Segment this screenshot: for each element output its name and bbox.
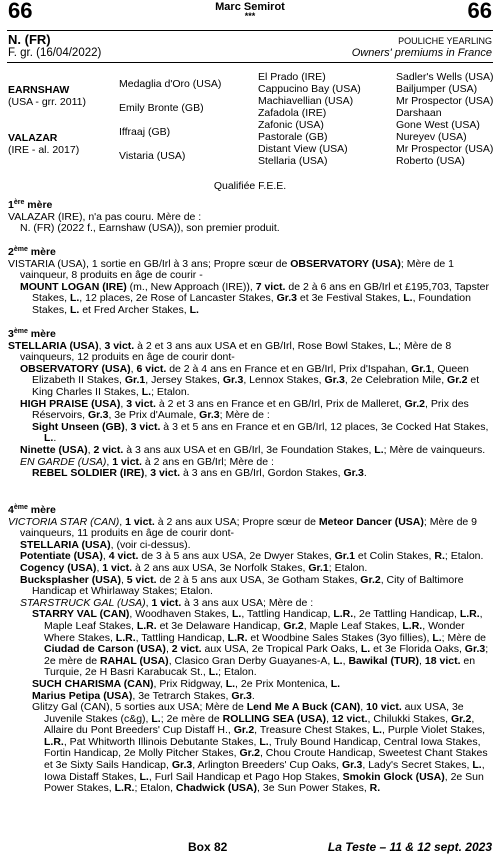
produce-entry: Glitzy Gal (CAN), 5 sorties aux USA; Mère de Lend Me A Buck (CAN), 10 vict. aux USA, 3e Juvenile Stakes (c&g), L.; 2e mère de ROLLING SEA (USA), 12 vict., Chilukki Stakes, Gr.2, Allaire du Pont Breeders' Cup Distaff H., Gr.2, Treasure Chest Stakes, L., Purple Violet Stakes, L.R., Pat Whitworth Illinois Debutante Stakes, L., Truly Bound Handicap, Central Iowa Stakes, Fortin Handicap, 2e Molly Pitcher Stakes, Gr.2, Chou Croute Handicap, Sweetest Chant Stakes et 3e Sixty Sails Handicap, Gr.3, Arlington Breeders' Cup Oaks, Gr.3, Lady's Secret Stakes, L., Iowa Distaff Stakes, L., Furl Sail Handicap et Pago Hop Stakes, Smokin Glock (USA), 2e Sun Power Stakes, L.R.; Etalon, Chadwick (USA), 3e Sun Power Stakes, R.	[32, 701, 488, 795]
pedigree-g3: Machiavellian (USA)	[258, 95, 354, 107]
pedigree-g3: El Prado (IRE)	[258, 71, 326, 83]
produce-entry: OBSERVATORY (USA), 6 vict. de 2 à 4 ans en France et en GB/Irl, Prix d'Ispahan, Gr.1, Queen Elizabeth II Stakes, Gr.1, Jersey Stakes, Gr.3, Lennox Stakes, Gr.3, 2e Celebration Mile, Gr.2 et King Charles II Stakes, L.; Etalon.	[20, 362, 480, 398]
third-dam-section	[8, 329, 493, 480]
dam-paragraph: STELLARIA (USA), 3 vict. à 2 et 3 ans aux USA et en GB/Irl, Rose Bowl Stakes, L.; Mère de 8 vainqueurs, 12 produits en âge de courir dont-	[8, 339, 452, 364]
pedigree-g3: Stellaria (USA)	[258, 155, 328, 167]
section-heading: 4ème mère	[8, 504, 56, 516]
produce-entry: STARRY VAL (CAN), Woodhaven Stakes, L., Tattling Handicap, L.R., 2e Tattling Handicap, L.R., Maple Leaf Stakes, L.R. et 3e Delaware Handicap, Gr.2, Maple Leaf Stakes, L.R., Wonder Where Stakes, L.R., Tattling Handicap, L.R. et Woodbine Sales Stakes (3yo fillies), L.; Mère de Ciudad de Carson (USA), 2 vict. aux USA, 2e Tropical Park Oaks, L. et 3e Florida Oaks, Gr.3; 2e mère de RAHAL (USA), Clasico Gran Derby Guayanes-A, L., Bawikal (TUR), 18 vict. en Turquie, 2e H Basri Karabucak St., L.; Etalon.	[32, 608, 489, 679]
produce-entry: HIGH PRAISE (USA), 3 vict. à 2 et 3 ans en France et en GB/Irl, Prix de Malleret, Gr.2, Prix des Réservoirs, Gr.3, 3e Prix d'Aumale, Gr.3; Mère de :	[20, 397, 469, 422]
title-rule-top	[7, 30, 493, 31]
pedigree-g2: Emily Bronte (GB)	[119, 102, 204, 114]
pedigree-g3: Cappucino Bay (USA)	[258, 83, 361, 95]
produce-entry: Potentiate (USA), 4 vict. de 3 à 5 ans aux USA, 2e Dwyer Stakes, Gr.1 et Colin Stakes, R.; Etalon.	[20, 550, 484, 563]
second-dam-section	[8, 247, 493, 317]
pedigree-g4: Darshaan	[396, 107, 442, 119]
pedigree-g4: Nureyev (USA)	[396, 131, 467, 143]
pedigree-g2: Medaglia d'Oro (USA)	[119, 78, 222, 90]
pedigree-dam-info: (IRE - al. 2017)	[8, 144, 80, 156]
produce-entry: Ninette (USA), 2 vict. à 3 ans aux USA et en GB/Irl, 3e Foundation Stakes, L.; Mère de vainqueurs.	[20, 443, 486, 456]
section-heading: 2ème mère	[8, 246, 56, 258]
pedigree-sire: EARNSHAW	[8, 84, 70, 96]
produce-entry: EN GARDE (USA), 1 vict. à 2 ans en GB/Irl; Mère de :	[20, 455, 274, 468]
produce-entry: SUCH CHARISMA (CAN), Prix Ridgway, L., 2e Prix Montenica, L.	[32, 677, 341, 690]
pedigree-g3: Zafonic (USA)	[258, 119, 324, 131]
horse-name: N. (FR)	[8, 32, 51, 47]
qualification-note: Qualifiée F.E.E.	[213, 180, 287, 192]
produce-entry: Cogency (USA), 1 vict. à 2 ans aux USA, 3e Norfolk Stakes, Gr.1; Etalon.	[20, 561, 368, 574]
horse-category: POULICHE YEARLING	[398, 36, 492, 46]
sale-info: La Teste – 11 & 12 sept. 2023	[327, 840, 492, 854]
pedigree-g3: Pastorale (GB)	[258, 131, 328, 143]
pedigree-g4: Gone West (USA)	[396, 119, 480, 131]
box-number: Box 82	[188, 840, 228, 854]
pedigree-dam: VALAZAR	[8, 132, 58, 144]
section-heading: 1ère mère	[8, 199, 53, 211]
dam-paragraph: VISTARIA (USA), 1 sortie en GB/Irl à 3 ans; Propre sœur de OBSERVATORY (USA); Mère de 1 vainqueur, 8 produits en âge de courir -	[8, 257, 455, 282]
produce-entry: Sight Unseen (GB), 3 vict. à 3 et 5 ans en France et en GB/Irl, 12 places, 3e Cocked Hat Stakes, L..	[32, 420, 489, 445]
pedigree-g3: Distant View (USA)	[258, 143, 348, 155]
seller-stars: ***	[244, 11, 256, 21]
produce-entry: REBEL SOLDIER (IRE), 3 vict. à 3 ans en GB/Irl, Gordon Stakes, Gr.3.	[32, 467, 367, 480]
lot-number-left: 66	[8, 0, 33, 23]
section-heading: 3ème mère	[8, 328, 56, 340]
pedigree-sire-info: (USA - grr. 2011)	[8, 96, 87, 108]
produce-entry: Bucksplasher (USA), 5 vict. de 2 à 5 ans aux USA, 3e Gotham Stakes, Gr.2, City of Baltimore Handicap et Whirlaway Stakes; Etalon.	[20, 573, 464, 598]
pedigree-g4: Bailjumper (USA)	[396, 83, 478, 95]
pedigree-g2: Vistaria (USA)	[119, 150, 186, 162]
produce-entry: Marius Petipa (USA), 3e Tetrarch Stakes, Gr.3.	[32, 689, 255, 702]
pedigree-g4: Mr Prospector (USA)	[396, 143, 494, 155]
pedigree-g2: Iffraaj (GB)	[119, 126, 171, 138]
first-dam-section	[8, 200, 493, 235]
pedigree-g4: Mr Prospector (USA)	[396, 95, 494, 107]
lot-number-right: 66	[467, 0, 492, 23]
horse-info: F. gr. (16/04/2022)	[8, 47, 102, 59]
dam-paragraph: VALAZAR (IRE), n'a pas couru. Mère de :	[8, 210, 202, 223]
seller-name: Marc Semirot	[215, 1, 285, 13]
owners-premiums-note: Owners' premiums in France	[351, 47, 492, 59]
title-rule-bottom	[7, 62, 493, 63]
pedigree-g4: Sadler's Wells (USA)	[396, 71, 494, 83]
fourth-dam-section	[8, 505, 493, 795]
dam-paragraph: VICTORIA STAR (CAN), 1 vict. à 2 ans aux USA; Propre sœur de Meteor Dancer (USA); Mère de 9 vainqueurs, 11 produits en âge de courir dont-	[8, 515, 478, 540]
pedigree-g3: Zafadola (IRE)	[258, 107, 327, 119]
produce-entry: STELLARIA (USA), (voir ci-dessus).	[20, 538, 191, 551]
produce-entry: N. (FR) (2022 f., Earnshaw (USA)), son premier produit.	[20, 222, 280, 235]
produce-entry: MOUNT LOGAN (IRE) (m., New Approach (IRE)), 7 vict. de 2 à 6 ans en GB/Irl et £195,703, Tapster Stakes, L., 12 places, 2e Rose of Lancaster Stakes, Gr.3 et 3e Festival Stakes, L., Foundation Stakes, L. et Fred Archer Stakes, L.	[20, 280, 490, 316]
pedigree-g4: Roberto (USA)	[396, 155, 465, 167]
produce-entry: STARSTRUCK GAL (USA), 1 vict. à 3 ans aux USA; Mère de :	[20, 596, 314, 609]
